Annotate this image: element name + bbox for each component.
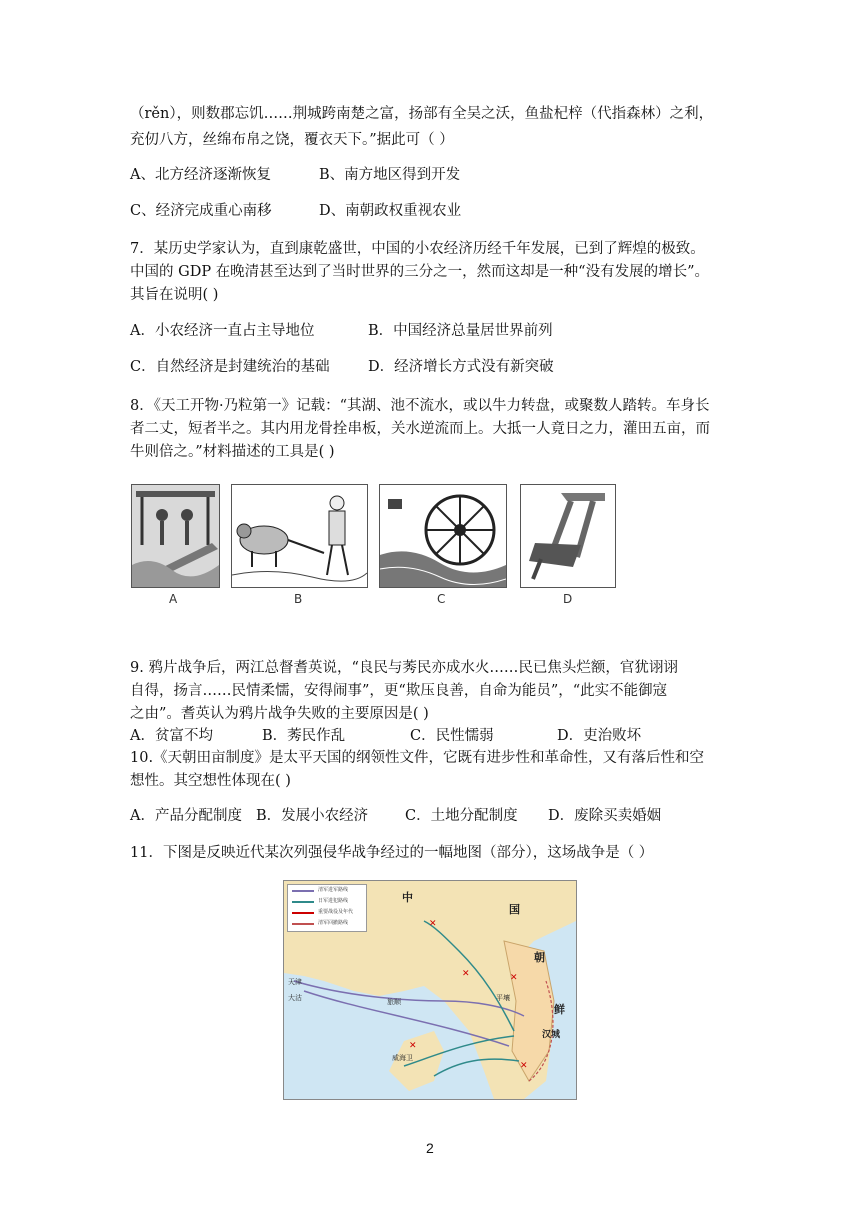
image-option-a [131, 484, 220, 588]
q11-line-1: 11．下图是反映近代某次列强侵华战争经过的一幅地图（部分），这场战争是（ ） [130, 845, 654, 861]
q7-line-3: 其旨在说明( ) [130, 287, 219, 303]
legend-qing-advance: 清军进军路线 [288, 885, 366, 896]
foot-treadle-pump-illustration [132, 485, 219, 587]
q6-option-c: C、经济完成重心南移 [130, 203, 272, 219]
map-legend [287, 884, 367, 932]
q10-option-c: C．土地分配制度 [405, 808, 518, 824]
image-label-c: C [437, 592, 446, 606]
map-label-lushun: 旅顺 [387, 998, 401, 1006]
q7-line-2: 中国的 GDP 在晚清甚至达到了当时世界的三分之一，然而这却是一种“没有发展的增长”。 [130, 264, 710, 280]
curved-plough-illustration [521, 485, 615, 587]
war-route-map [283, 880, 577, 1100]
q8-line-1: 8．《天工开物·乃粒第一》记载：“其湖、池不流水，或以牛力转盘，或聚数人踏转。车身长 [130, 398, 710, 414]
ox-plough-illustration [232, 485, 367, 587]
image-label-d: D [563, 592, 573, 606]
q6-option-a: A、北方经济逐渐恢复 [130, 167, 271, 183]
q6-line-1: （rěn），则数郡忘饥……荆城跨南楚之富，扬部有全吴之沃，鱼盐杞梓（代指森林）之利， [130, 106, 714, 122]
q9-line-3: 之由”。耆英认为鸦片战争失败的主要原因是( ) [130, 706, 429, 722]
q9-option-c: C．民性懦弱 [410, 728, 494, 744]
map-label-guo: 国 [509, 903, 520, 916]
q10-option-b: B．发展小农经济 [256, 808, 369, 824]
svg-text:✕: ✕ [462, 969, 470, 979]
svg-text:✕: ✕ [409, 1041, 417, 1051]
legend-qing-retreat: 清军回撤路线 [288, 918, 366, 929]
map-label-hancheng: 汉城 [542, 1030, 561, 1040]
image-label-b: B [294, 592, 303, 606]
q6-option-d: D、南朝政权重视农业 [319, 203, 462, 219]
q7-option-b: B．中国经济总量居世界前列 [368, 323, 553, 339]
image-label-a: A [169, 592, 178, 606]
image-option-c [379, 484, 507, 588]
legend-battles: 重要战役及年代 [288, 907, 366, 918]
map-label-zhong: 中 [402, 891, 413, 904]
legend-japan-advance: 日军进犯路线 [288, 896, 366, 907]
q7-option-d: D．经济增长方式没有新突破 [368, 359, 554, 375]
map-label-tianjin: 天津 [288, 978, 302, 986]
svg-text:✕: ✕ [520, 1061, 528, 1071]
q7-option-a: A．小农经济一直占主导地位 [130, 323, 315, 339]
q8-line-3: 牛则倍之。”材料描述的工具是( ) [130, 444, 335, 460]
q9-option-d: D．吏治败坏 [557, 728, 642, 744]
q10-line-2: 想性。其空想性体现在( ) [130, 773, 291, 789]
q6-line-2: 充仞八方，丝绵布帛之饶，覆衣天下。”据此可（ ） [130, 132, 454, 148]
svg-text:✕: ✕ [429, 919, 437, 929]
map-label-pingrang: 平壤 [496, 994, 510, 1002]
map-label-xian: 鲜 [554, 1003, 565, 1016]
q10-line-1: 10.《天朝田亩制度》是太平天国的纲领性文件，它既有进步性和革命性，又有落后性和空 [130, 750, 705, 766]
water-wheel-illustration [380, 485, 506, 587]
map-label-chao: 朝 [534, 951, 545, 964]
image-option-b [231, 484, 368, 588]
svg-text:✕: ✕ [510, 973, 518, 983]
q8-line-2: 者二丈，短者半之。其内用龙骨拴串板，关水逆流而上。大抵一人竟日之力，灌田五亩，而 [130, 421, 710, 437]
q6-option-b: B、南方地区得到开发 [319, 167, 461, 183]
q10-option-d: D．废除买卖婚姻 [548, 808, 662, 824]
q10-option-a: A．产品分配制度 [130, 808, 242, 824]
q7-line-1: 7．某历史学家认为，直到康乾盛世，中国的小农经济历经千年发展，已到了辉煌的极致。 [130, 241, 705, 257]
q7-option-c: C．自然经济是封建统治的基础 [130, 359, 330, 375]
q9-option-a: A．贫富不均 [130, 728, 213, 744]
page-number: 2 [426, 1140, 434, 1156]
q9-line-2: 自得，扬言……民情柔懦，安得闹事”，更“欺压良善，自命为能员”，“此实不能御寇 [130, 683, 668, 699]
map-label-weihaiwei: 威海卫 [392, 1054, 413, 1062]
q9-line-1: 9. 鸦片战争后，两江总督耆英说，“良民与莠民亦成水火……民已焦头烂额，官犹诩诩 [130, 660, 678, 676]
image-option-d [520, 484, 616, 588]
map-label-dagu: 大沽 [288, 994, 302, 1002]
q9-option-b: B．莠民作乱 [262, 728, 346, 744]
